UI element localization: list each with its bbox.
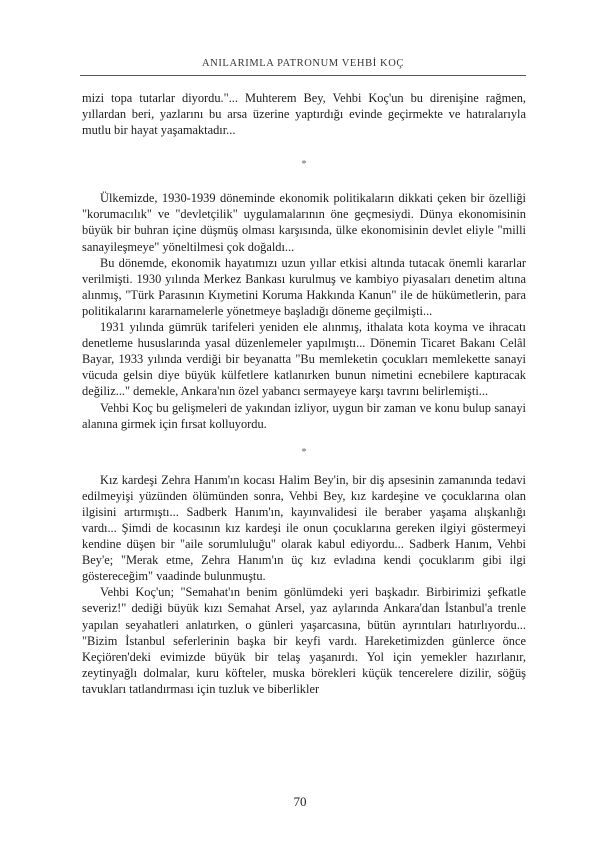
paragraph-6: Kız kardeşi Zehra Hanım'ın kocası Halim Bey'in, bir diş apsesinin zamanında tedavi edilmeyişi yüzünden ölümünden sonra, Vehbi Bey, kız kardeşine ve çocuklarına olan ilgisini artırmıştı... Sadberk Hanım'ın, kayınvalidesi ile beraber yaşama alışkanlığı vardı... Şimdi de kocasının kız kardeşi ile onun çocuklarına gereken ilgiyi göstermeyi kendine düşen bir "aile sorumluluğu" olarak kabul ediyordu... Sadberk Hanım, Vehbi Bey'e; "Merak etme, Zehra Hanım'ın üç kız evladına kendi çocuklarım gibi ilgi göstereceğim" vaadinde bulunmuştu. <box>82 472 526 584</box>
running-header: ANILARIMLA PATRONUM VEHBİ KOÇ <box>201 58 405 69</box>
paragraph-3: Bu dönemde, ekonomik hayatımızı uzun yıllar etkisi altında tutacak önemli kararlar verilmişti. 1930 yılında Merkez Bankası kurulmuş ve kambiyo piyasaları denetim altına alınmış, "Türk Parasının Kıymetini Koruma Hakkında Kanun" ile de hükümetlerin, para politikalarını kararnamelerle yönetmeye başladığı döneme geçilmişti... <box>82 255 526 318</box>
paragraph-5: Vehbi Koç bu gelişmeleri de yakından izliyor, uygun bir zaman ve konu bulup sanayi alanına girmek için fırsat kolluyordu. <box>82 400 526 431</box>
paragraph-1: mizi topa tutarlar diyordu."... Muhterem Bey, Vehbi Koç'un bu direnişine rağmen, yıllardan beri, yazlarını bu arsa üzerine yaptırdığı evinde geçirmekte ve hatıralarıyla mutlu bir hayat yaşamaktadır... <box>82 91 526 138</box>
paragraph-2: Ülkemizde, 1930-1939 döneminde ekonomik politikaların dikkati çeken bir özelliği "korumacılık" ve "devletçilik" uygulamalarının öne geçmesiydi. Dünya ekonomisinin büyük bir buhran içine düşmüş olması karşısında, ülke ekonomisinin devlet eliyle "milli sanayileşmeye" yöneltilmesi çok doğaldı... <box>82 191 526 254</box>
section-separator-1: * <box>301 158 307 171</box>
paragraph-7: Vehbi Koç'un; "Semahat'ın benim gönlümdeki yeri başkadır. Birbirimizi şefkatle severiz!" dediği büyük kızı Semahat Arsel, yaz aylarında Ankara'dan İstanbul'a trenle yapılan seyahatleri anlatırken, o günleri yaşarcasına, bütün ayrıntıları hatırlıyordu... "Bizim İstanbul seferlerinin başka bir keyfi vardı. Hareketimizden günlerce önce Keçiören'deki evimizde büyük bir telaş yaşanırdı. Yol için yemekler hazırlanır, zeytinyağlı dolmalar, kuru köfteler, muska börekleri küçük tencerelere dizilir, söğüş tavukları tatlandırması için tuzluk ve biberlikler <box>82 585 526 696</box>
header-rule <box>80 75 526 76</box>
paragraph-4: 1931 yılında gümrük tarifeleri yeniden ele alınmış, ithalata kota koyma ve ihracatı denetleme hususlarında yasal düzenlemeler yapılmıştı... Dönemin Ticaret Bakanı Celâl Bayar, 1933 yılında verdiği bir beyanatta "Bu memleketin çocukları memlekette sanayi vücuda gelsin diye büyük külfetlere katlanırken bunun nimetini ecnebilere kaptıracak değiliz..." demekle, Ankara'nın özel yabancı sermayeye karşı tavrını belirlemişti... <box>82 320 526 399</box>
section-separator-2: * <box>301 445 307 458</box>
page-number: 70 <box>293 794 307 809</box>
body-text <box>82 90 526 697</box>
